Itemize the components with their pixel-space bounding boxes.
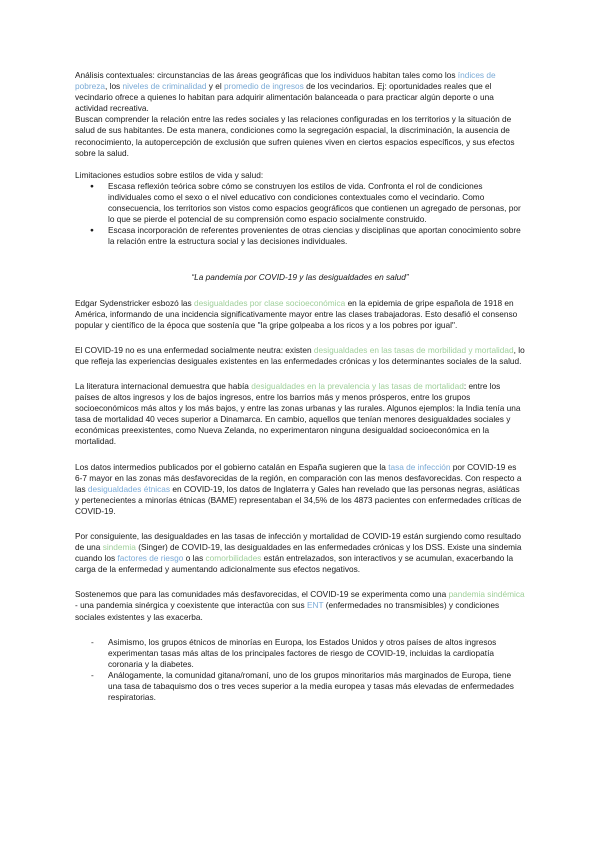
paragraph-syndemic-pandemic: Sostenemos que para las comunidades más desfavorecidas, el COVID-19 se experimenta como una pandemia sindémica - una pandemia sinérgica y coexistente que interactúa con sus ENT (enfermedades no transmisibles) y condiciones sociales existentes y las exacerba. xyxy=(75,589,525,622)
highlight-ent: ENT xyxy=(307,600,324,611)
limitations-heading: Limitaciones estudios sobre estilos de vida y salud: xyxy=(75,169,264,180)
list-item: - Asimismo, los grupos étnicos de minorías en Europa, los Estados Unidos y otros países de altos ingresos experimentan tasas más altas de los principales factores de riesgo de COVID-19, incluidas la cardiopatía coronaria y la diabetes. xyxy=(75,637,525,670)
examples-list xyxy=(75,637,525,704)
highlight-poverty: índices de pobreza xyxy=(75,70,496,92)
highlight-income: promedio de ingresos xyxy=(223,81,304,92)
highlight-infection-rate: tasa de infección xyxy=(388,461,451,472)
limitations-list xyxy=(75,181,525,248)
highlight-syndemic-pandemic: pandemia sindémica xyxy=(448,589,525,600)
paragraph-social-networks: Buscan comprender la relación entre las redes sociales y las relaciones configuradas en los territorios y la situación de salud de sus habitantes. De esta manera, condiciones como la segregación espacial, la discriminación, la ausencia de reconocimiento, la autopercepción de exclusión que sufren quienes viven en ciertos espacios específicos, y sus efectos sobre la salud. xyxy=(75,114,515,158)
paragraph-catalan-data: Los datos intermedios publicados por el gobierno catalán en España sugieren que la tasa de infección por COVID-19 es 6-7 mayor en las zonas más desfavorecidas de la región, en comparación con las menos desfavorecidas. Con respecto a las desigualdades étnicas en COVID-19, los datos de Inglaterra y Gales han revelado que las personas negras, asiáticas y pertenecientes a minorías étnicas (BAME) representaban el 34,5% de los 4873 pacientes con enfermedades críticas de COVID-19. xyxy=(75,461,522,516)
paragraph-not-neutral: El COVID-19 no es una enfermedad socialmente neutra: existen desigualdades en las tasas de morbilidad y mortalidad, lo que refleja las experiencias desiguales existentes en las enfermedades crónicas y los determinantes sociales de la salud. xyxy=(75,344,525,366)
highlight-risk-factors: factores de riesgo xyxy=(117,553,184,564)
list-item: ● Escasa reflexión teórica sobre cómo se construyen los estilos de vida. Confronta el rol de condiciones individuales como el sexo o el nivel educativo con condiciones contextuales como el vecindario. Como consecuencia, los territorios son vistos como espacios geográficos que contienen un agregado de personas, por lo que se pierde el potencial de su comprensión como espacio socialmente construido. xyxy=(75,181,525,225)
paragraph-contextual-analysis: Análisis contextuales: circunstancias de las áreas geográficas que los individuos habitan tales como los índices de pobreza, los niveles de criminalidad y el promedio de ingresos de los vecindarios. Ej: oportunidades reales que el vecindario ofrece a quienes lo habitan para adquirir alimentación balanceada o para practicar algún deporte o una actividad recreativa. xyxy=(75,70,496,114)
highlight-crime: niveles de criminalidad xyxy=(122,81,207,92)
highlight-prevalence: desigualdades en la prevalencia y las tasas de mortalidad xyxy=(251,380,464,391)
highlight-comorbidities: comorbilidades xyxy=(205,553,262,564)
highlight-ethnic: desigualdades étnicas xyxy=(87,483,171,494)
document-body xyxy=(75,70,525,703)
section-title: “La pandemia por COVID-19 y las desigualdades en salud” xyxy=(191,272,409,283)
paragraph-international-literature: La literatura internacional demuestra que había desigualdades en la prevalencia y las tasas de mortalidad: entre los países de altos ingresos y los de bajos ingresos, entre los barrios más y menos prósperos, entre los grupos socioeconómicos más altos y los más bajos, y entre las zonas urbanas y las rurales. Algunos ejemplos: la India tenía una tasa de mortalidad 40 veces superior a Dinamarca. En cambio, aquellos que tenían menores desigualdades sociales y económicas preexistentes, como Nueva Zelanda, no experimentaron ninguna desigualdad socioeconómica en la mortalidad. xyxy=(75,380,521,447)
list-item: ● Escasa incorporación de referentes provenientes de otras ciencias y disciplinas que aportan conocimiento sobre la relación entre la estructura social y las decisiones individuales. xyxy=(75,225,525,247)
paragraph-syndemic: Por consiguiente, las desigualdades en las tasas de infección y mortalidad de COVID-19 están surgiendo como resultado de una sindemia (Singer) de COVID-19, las desigualdades en las enfermedades crónicas y los DSS. Existe una sindemia cuando los factores de riesgo o las comorbilidades están entrelazados, son interactivos y se acumulan, exacerbando la carga de la enfermedad y aumentando adicionalmente sus efectos negativos. xyxy=(75,531,522,575)
highlight-syndemic: sindemia xyxy=(102,542,136,553)
list-item: - Análogamente, la comunidad gitana/romaní, uno de los grupos minoritarios más marginados de Europa, tiene una tasa de tabaquismo dos o tres veces superior a la media europea y tasas más elevadas de enfermedades respiratorias. xyxy=(75,670,525,703)
highlight-morbidity: desigualdades en las tasas de morbilidad y mortalidad xyxy=(313,344,514,355)
paragraph-sydenstricker: Edgar Sydenstricker esbozó las desigualdades por clase socioeconómica en la epidemia de gripe española de 1918 en América, informando de una incidencia significativamente mayor entre las clases trabajadoras. Esto desafió el consenso popular y científico de la época que sostenía que "la gripe golpeaba a los ricos y a los pobres por igual". xyxy=(75,297,518,330)
highlight-class-inequality: desigualdades por clase socioeconómica xyxy=(193,297,346,308)
